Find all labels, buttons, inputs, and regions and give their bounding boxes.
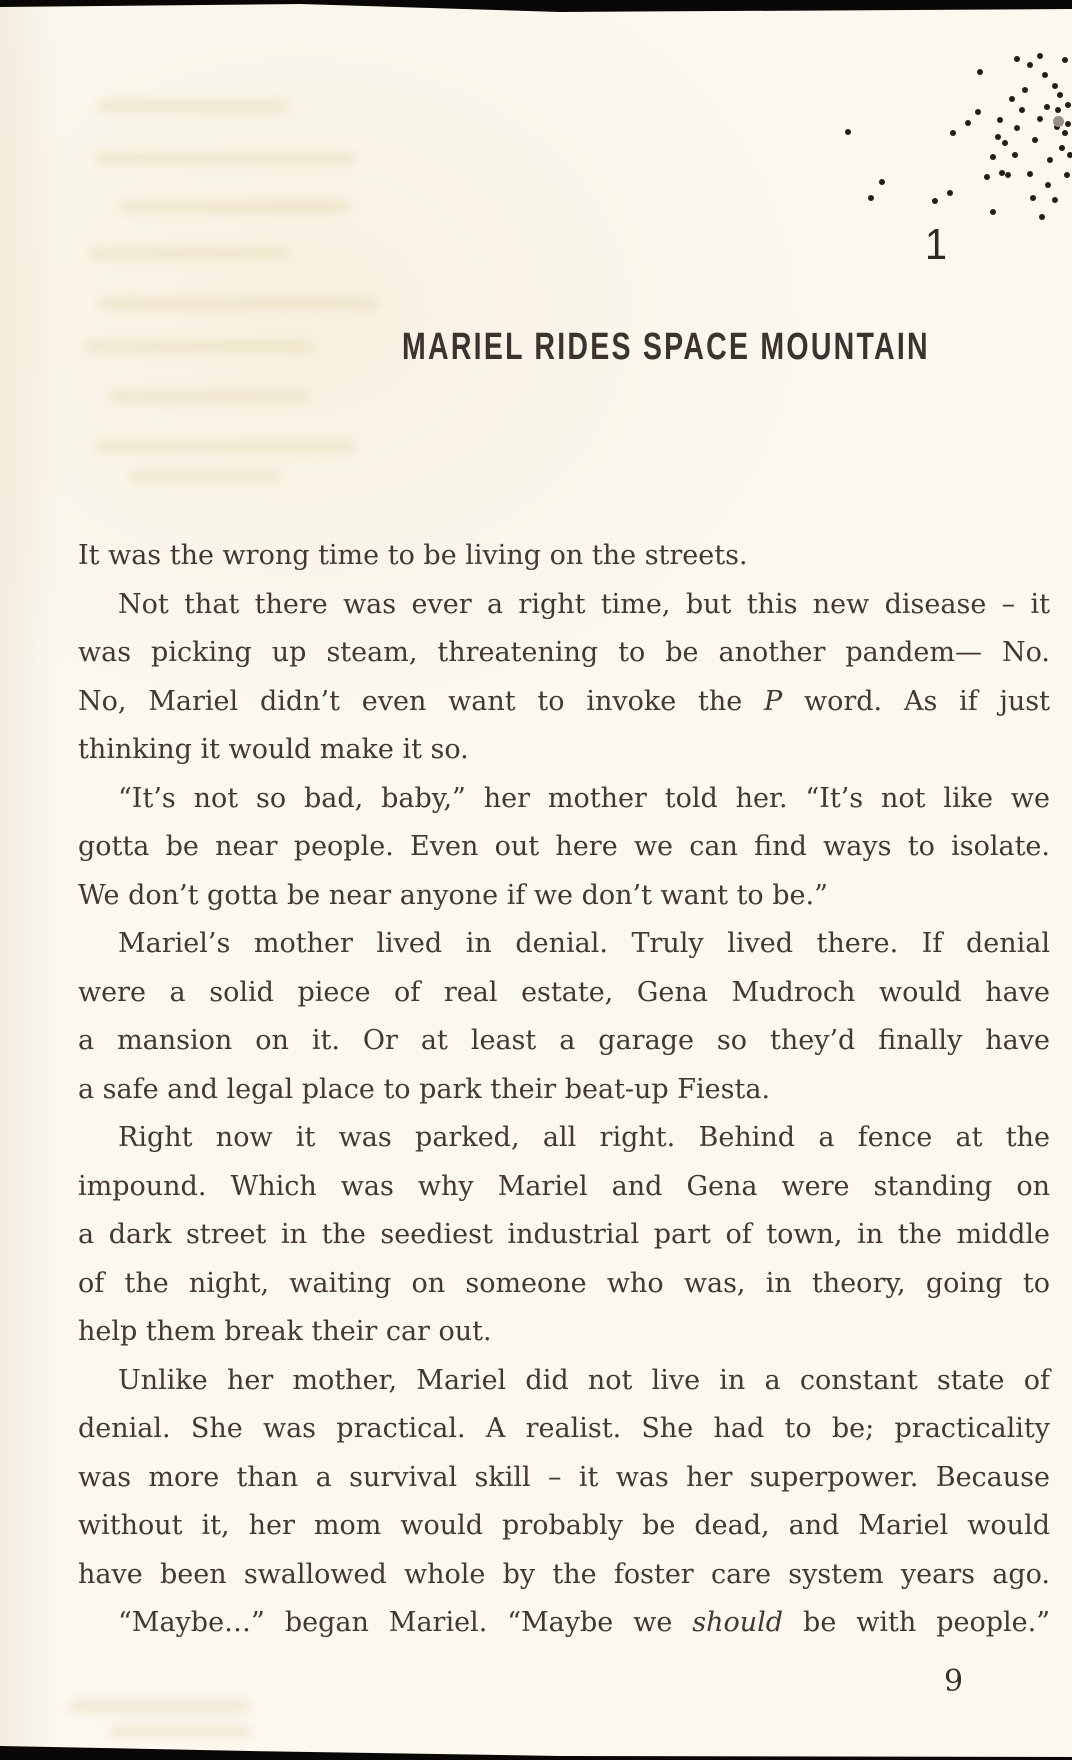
dot [984,174,990,180]
dot [1052,83,1058,89]
chapter-number: 1 [925,220,948,269]
body-line: were a solid piece of real estate, Gena Mudroch would have [78,976,1050,1008]
body-line: Unlike her mother, Mariel did not live in a constant state of [118,1364,1050,1396]
dot [1037,53,1043,59]
body-line: a mansion on it. Or at least a garage so they’d finally have [78,1025,1050,1056]
body-line: Mariel’s mother lived in denial. Truly lived there. If denial [118,928,1050,959]
body-line: help them break their car out. [78,1316,492,1347]
body-line: No, Mariel didn’t even want to invoke the P word. As if just [78,685,1050,717]
page-number: 9 [944,1664,964,1699]
scan-edge-bottom [0,1744,1072,1760]
dot [975,109,981,115]
dot [1065,121,1071,127]
body-line: It was the wrong time to be living on the streets. [78,540,748,571]
body-line: of the night, waiting on someone who was, in theory, going to [78,1267,1050,1299]
dot [1012,152,1018,158]
body-line: gotta be near people. Even out here we can find ways to isolate. [78,831,1050,862]
dot [1009,96,1015,102]
body-line: Not that there was ever a right time, but this new disease – it [118,588,1050,620]
dot [1014,56,1020,62]
body-line: “It’s not so bad, baby,” her mother told her. “It’s not like we [118,782,1050,814]
dot [977,69,983,75]
scan-edge-top [0,0,1072,16]
dot [965,120,971,126]
dot [1037,116,1043,122]
body-line: was picking up steam, threatening to be another pandem— No. [78,637,1050,668]
dot [1062,130,1068,136]
dot [1062,57,1068,63]
dot [1059,145,1065,151]
chapter-title: MARIEL RIDES SPACE MOUNTAIN [402,326,930,368]
dot [845,129,851,135]
dot [1019,107,1025,113]
dot [1064,172,1070,178]
dot [1057,92,1063,98]
dot [1005,172,1011,178]
dot [879,179,885,185]
dot [990,154,996,160]
body-line: without it, her mom would probably be dead, and Mariel would [78,1510,1050,1541]
dot [1027,62,1033,68]
dot [1022,87,1028,93]
dot [947,190,953,196]
dot [1014,125,1020,131]
dot [1047,157,1053,163]
dot [1032,137,1038,143]
dot [990,209,996,215]
body-line: have been swallowed whole by the foster care system years ago. [78,1558,1050,1590]
dot [950,130,956,136]
body-line: a safe and legal place to park their beat-up Fiesta. [78,1073,771,1105]
dot [995,134,1001,140]
dot [1053,116,1064,127]
dot [932,198,938,204]
dot [1067,152,1072,158]
body-line: a dark street in the seediest industrial part of town, in the middle [78,1219,1050,1250]
dot [1044,104,1050,110]
dot [1065,102,1071,108]
body-line: “Maybe…” began Mariel. “Maybe we should be with people.” [118,1607,1050,1638]
body-line: thinking it would make it so. [78,734,469,765]
dot [1027,171,1033,177]
body-line: denial. She was practical. A realist. She had to be; practicality [78,1413,1050,1444]
dot [1055,107,1061,113]
body-line: impound. Which was why Mariel and Gena were standing on [78,1170,1050,1202]
dot [1039,214,1045,220]
dot [868,195,874,201]
body-line: We don’t gotta be near anyone if we don’t want to be.” [78,879,828,911]
dot [997,117,1003,123]
dot [1052,197,1058,203]
dot [1042,72,1048,78]
dot [1002,140,1008,146]
body-line: was more than a survival skill – it was her superpower. Because [78,1461,1050,1493]
body-line: Right now it was parked, all right. Behind a fence at the [118,1122,1050,1153]
dot [1045,182,1051,188]
dot [1030,195,1036,201]
body-text [78,532,1050,1648]
